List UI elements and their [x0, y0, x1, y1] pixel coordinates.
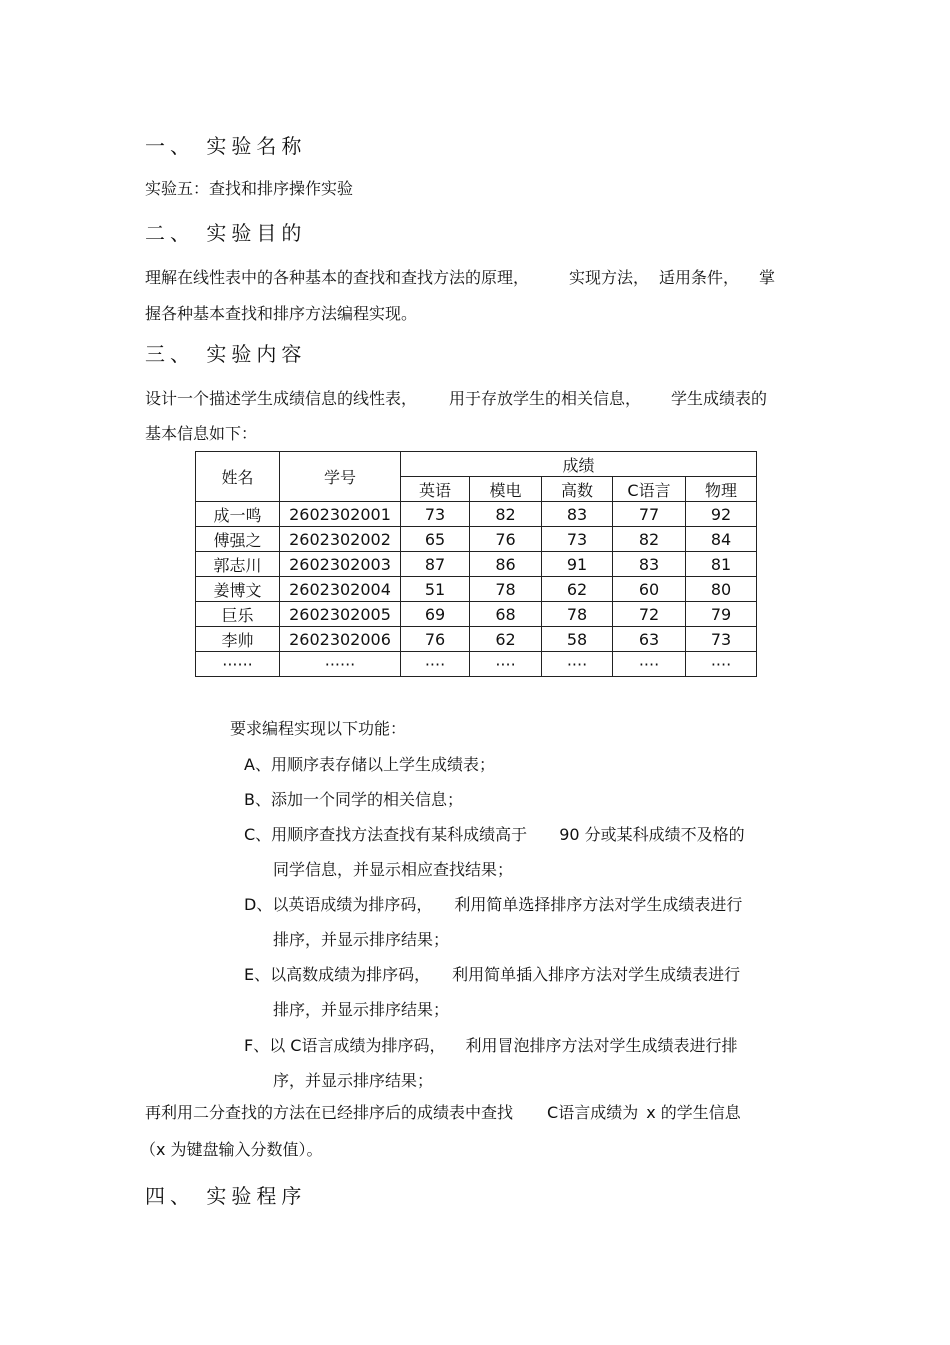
- table-row: [196, 627, 757, 652]
- section-heading-program: 四、 实验程序: [145, 1184, 307, 1208]
- content-text-c: 学生成绩表的: [671, 389, 768, 408]
- content-text-a: 设计一个描述学生成绩信息的线性表，: [145, 389, 418, 408]
- requirement-e-text-b: 利用简单插入排序方法对学生成绩表进行: [452, 965, 741, 984]
- purpose-text-c: 适用条件，: [659, 268, 740, 287]
- section-heading-purpose: 二、 实验目的: [145, 221, 307, 245]
- cell-ellipsis: ······: [196, 652, 280, 677]
- table-row: [196, 502, 757, 527]
- cell-ellipsis: ····: [686, 652, 757, 677]
- table-row: [196, 652, 757, 677]
- cell-score: 76: [401, 627, 470, 652]
- requirement-e-text-a: E、以高数成绩为排序码，: [244, 965, 431, 984]
- cell-ellipsis: ····: [470, 652, 542, 677]
- purpose-text-b: 实现方法，: [569, 268, 650, 287]
- cell-score: 76: [470, 527, 542, 552]
- requirement-c-line-2: 同学信息，并显示相应查找结果；: [273, 860, 514, 879]
- cell-score: 60: [613, 577, 686, 602]
- cell-score: 83: [542, 502, 613, 527]
- cell-name: 傅强之: [196, 527, 280, 552]
- final-text-c: x 的学生信息: [646, 1103, 741, 1122]
- content-line-1: [145, 386, 767, 409]
- cell-ellipsis: ····: [613, 652, 686, 677]
- experiment-name-text: 实验五：查找和排序操作实验: [145, 179, 354, 198]
- header-subject: 物理: [686, 477, 757, 502]
- cell-score: 62: [542, 577, 613, 602]
- cell-score: 73: [401, 502, 470, 527]
- header-subject: 模电: [470, 477, 542, 502]
- requirement-d-text-a: D、以英语成绩为排序码，: [244, 895, 433, 914]
- cell-score: 82: [470, 502, 542, 527]
- cell-score: 87: [401, 552, 470, 577]
- requirement-d-text-b: 利用简单选择排序方法对学生成绩表进行: [454, 895, 743, 914]
- requirements-intro: 要求编程实现以下功能：: [230, 719, 407, 738]
- cell-score: 84: [686, 527, 757, 552]
- cell-score: 65: [401, 527, 470, 552]
- cell-score: 91: [542, 552, 613, 577]
- cell-score: 82: [613, 527, 686, 552]
- cell-name: 成一鸣: [196, 502, 280, 527]
- final-line-2: （x 为键盘输入分数值）。: [140, 1140, 323, 1159]
- purpose-line-1: [145, 265, 775, 288]
- cell-score: 73: [542, 527, 613, 552]
- requirement-f-line-2: 序，并显示排序结果；: [273, 1071, 434, 1090]
- cell-name: 郭志川: [196, 552, 280, 577]
- cell-score: 62: [470, 627, 542, 652]
- purpose-text-a: 理解在线性表中的各种基本的查找和查找方法的原理，: [145, 268, 530, 287]
- header-subject: C语言: [613, 477, 686, 502]
- requirement-c-text-a: C、用顺序查找方法查找有某科成绩高于: [244, 825, 528, 844]
- requirement-c-line-1: [244, 822, 745, 845]
- purpose-line-2: 握各种基本查找和排序方法编程实现。: [145, 304, 418, 323]
- cell-score: 77: [613, 502, 686, 527]
- cell-score: 51: [401, 577, 470, 602]
- cell-id: 2602302003: [280, 552, 401, 577]
- cell-score: 72: [613, 602, 686, 627]
- cell-ellipsis: ······: [280, 652, 401, 677]
- cell-score: 80: [686, 577, 757, 602]
- cell-id: 2602302002: [280, 527, 401, 552]
- requirement-a: A、用顺序表存储以上学生成绩表；: [244, 755, 495, 774]
- cell-name: 姜博文: [196, 577, 280, 602]
- cell-id: 2602302006: [280, 627, 401, 652]
- table-row: [196, 577, 757, 602]
- cell-ellipsis: ····: [542, 652, 613, 677]
- header-name: 姓名: [196, 452, 280, 502]
- table-row: [196, 527, 757, 552]
- requirement-e-line-1: [244, 962, 740, 985]
- cell-score: 79: [686, 602, 757, 627]
- cell-id: 2602302004: [280, 577, 401, 602]
- cell-score: 68: [470, 602, 542, 627]
- cell-score: 58: [542, 627, 613, 652]
- requirement-d-line-1: [244, 892, 742, 915]
- header-subject: 高数: [542, 477, 613, 502]
- cell-score: 69: [401, 602, 470, 627]
- final-text-b: C语言成绩为: [547, 1103, 639, 1122]
- requirement-e-line-2: 排序，并显示排序结果；: [273, 1000, 450, 1019]
- score-table: [195, 451, 757, 677]
- header-id: 学号: [280, 452, 401, 502]
- requirement-f-line-1: [244, 1033, 737, 1056]
- content-line-2: 基本信息如下：: [145, 424, 258, 443]
- cell-name: 李帅: [196, 627, 280, 652]
- cell-score: 78: [542, 602, 613, 627]
- final-text-a: 再利用二分查找的方法在已经排序后的成绩表中查找: [145, 1103, 514, 1122]
- cell-score: 92: [686, 502, 757, 527]
- requirement-c-text-b: 90 分或某科成绩不及格的: [559, 825, 745, 844]
- cell-score: 63: [613, 627, 686, 652]
- header-score-group: 成绩: [401, 452, 757, 477]
- table-row: [196, 552, 757, 577]
- cell-score: 86: [470, 552, 542, 577]
- cell-id: 2602302005: [280, 602, 401, 627]
- cell-score: 73: [686, 627, 757, 652]
- requirement-d-line-2: 排序，并显示排序结果；: [273, 930, 450, 949]
- section-heading-content: 三、 实验内容: [145, 342, 307, 366]
- cell-score: 81: [686, 552, 757, 577]
- header-subject: 英语: [401, 477, 470, 502]
- cell-id: 2602302001: [280, 502, 401, 527]
- cell-ellipsis: ····: [401, 652, 470, 677]
- purpose-text-d: 掌: [759, 268, 776, 287]
- requirement-f-text-b: 利用冒泡排序方法对学生成绩表进行排: [465, 1036, 738, 1055]
- cell-name: 巨乐: [196, 602, 280, 627]
- final-line-1: [145, 1100, 741, 1123]
- requirement-b: B、添加一个同学的相关信息；: [244, 790, 463, 809]
- table-row: [196, 602, 757, 627]
- cell-score: 78: [470, 577, 542, 602]
- section-heading-name: 一、 实验名称: [145, 134, 307, 158]
- requirement-f-text-a: F、以 C语言成绩为排序码，: [244, 1036, 446, 1055]
- content-text-b: 用于存放学生的相关信息，: [449, 389, 642, 408]
- cell-score: 83: [613, 552, 686, 577]
